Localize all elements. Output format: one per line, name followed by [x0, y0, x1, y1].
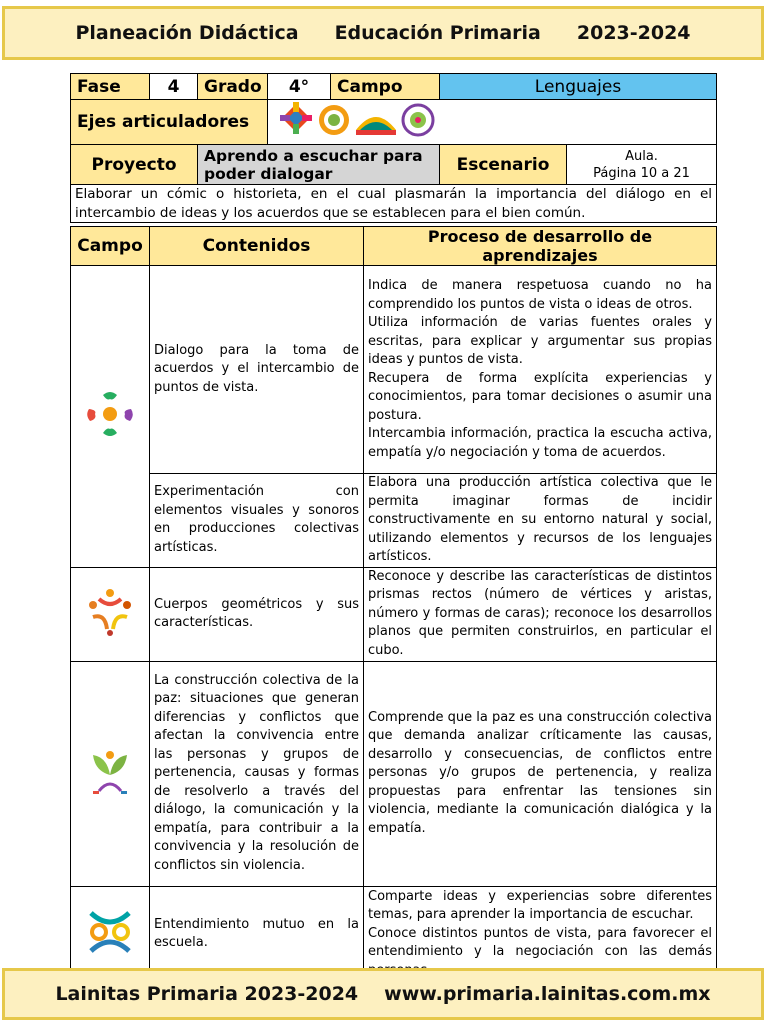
lenguajes-icon [85, 389, 135, 439]
proceso-cell [364, 474, 717, 568]
escenario-value [567, 145, 717, 185]
proyecto-label: Proyecto [71, 145, 198, 185]
proceso-item: Elabora una producción artística colectiva que le permita imaginar formas de incidir constructivamente en su entorno natural y social, utilizando elementos y recursos de los lenguajes artísticos. [368, 475, 712, 564]
footer-brand: Lainitas Primaria 2023-2024 [55, 983, 359, 1005]
campo-icon-cell [71, 266, 150, 568]
col-campo: Campo [71, 227, 150, 266]
campo-label: Campo [331, 74, 440, 100]
pensamiento-critico-icon [319, 105, 349, 135]
escenario-label: Escenario [440, 145, 567, 185]
proceso-item: Comprende que la paz es una construcción colectiva que demanda analizar críticamente las causas, desarrollo y consecuencias, de conflictos entre personas y/o grupos de pertenencia, y realiza propuestas para enfrentar las tensiones sin violencia, mediante la comunicación dialógica y la empatía. [368, 709, 712, 836]
interculturalidad-icon [356, 117, 396, 135]
header-title: Planeación Didáctica [75, 22, 299, 44]
etica-icon [85, 747, 135, 797]
contenido-cell: Experimentación con elementos visuales y sonoros en producciones colectivas artísticas. [150, 474, 364, 568]
contenido-cell: Cuerpos geométricos y sus características. [150, 567, 364, 661]
contenido-cell: Entendimiento mutuo en la escuela. [150, 886, 364, 982]
fase-value: 4 [150, 74, 198, 100]
proceso-item: Utiliza información de varias fuentes orales y escritas, para explicar y argumentar sus propias ideas y puntos de vista. [368, 315, 712, 367]
grado-label: Grado [198, 74, 268, 100]
proceso-cell [364, 567, 717, 661]
footer-url[interactable]: www.primaria.lainitas.com.mx [384, 983, 711, 1005]
proceso-item: Intercambia información, practica la escucha activa, empatía y/o negociación y toma de acuerdos. [368, 426, 712, 460]
grado-value: 4° [268, 74, 331, 100]
ejes-label: Ejes articuladores [71, 100, 268, 145]
col-contenidos: Contenidos [150, 227, 364, 266]
content-table [70, 226, 717, 983]
proceso-item: Indica de manera respetuosa cuando no ha comprendido los puntos de vista o ideas de otros. [368, 278, 712, 312]
proceso-item: Comparte ideas y experiencias sobre diferentes temas, para aprender la importancia de escuchar. [368, 888, 712, 923]
proceso-cell [364, 661, 717, 886]
table-row [71, 266, 717, 474]
proceso-cell [364, 266, 717, 474]
contenido-cell: La construcción colectiva de la paz: situaciones que generan diferencias y conflictos que afectan la convivencia entre las personas y grupos de pertenencia, causas y formas de resolverlo a través del diálogo, la comunicación y la empatía, para contribuir a la convivencia y la resolución de conflictos sin violencia. [150, 661, 364, 886]
escenario-value-line2: Página 10 a 21 [593, 165, 690, 181]
vida-saludable-icon [403, 105, 433, 135]
proceso-item: Recupera de forma explícita experiencias y conocimientos, para tomar decisiones o asumir una postura. [368, 370, 712, 423]
ejes-icons [268, 100, 717, 145]
escenario-value-line1: Aula. [625, 148, 658, 164]
header-year: 2023-2024 [576, 22, 691, 44]
table-row [71, 474, 717, 568]
proceso-item: Reconoce y describe las características de distintos prismas rectos (número de vértices y aristas, número y formas de caras); reconoce los desarrollos planos que permiten construirlos, en particular el cubo. [368, 568, 712, 658]
inclusion-icon [280, 102, 312, 134]
info-table [70, 73, 717, 223]
humano-comunitario-icon [85, 907, 135, 957]
contenido-cell: Dialogo para la toma de acuerdos y el intercambio de puntos de vista. [150, 266, 364, 474]
table-row [71, 661, 717, 886]
campo-icon-cell [71, 661, 150, 886]
saberes-icon [85, 587, 135, 637]
header-banner [2, 6, 764, 60]
fase-label: Fase [71, 74, 150, 100]
campo-value: Lenguajes [440, 74, 717, 100]
description: Elaborar un cómic o historieta, en el cual plasmarán la importancia del diálogo en el intercambio de ideas y los acuerdos que se establecen para el bien común. [71, 185, 717, 223]
ejes-icon-strip [278, 100, 448, 140]
header-level: Educación Primaria [334, 22, 541, 44]
proyecto-value: Aprendo a escuchar para poder dialogar [198, 145, 440, 185]
campo-icon-cell [71, 567, 150, 661]
footer-banner [2, 968, 764, 1020]
proceso-item: Conoce distintos puntos de vista, para favorecer el entendimiento y la negociación con las demás [368, 925, 712, 960]
table-row [71, 567, 717, 661]
col-proceso: Proceso de desarrollo de aprendizajes [364, 227, 717, 266]
